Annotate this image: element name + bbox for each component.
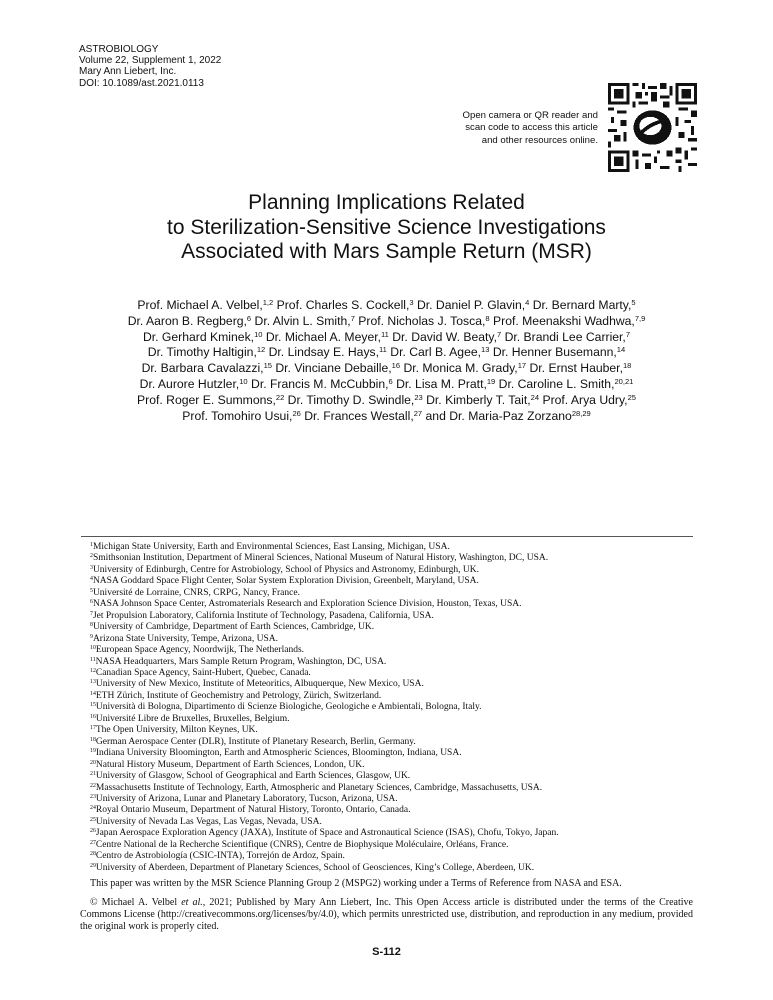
affiliation-number: 25	[90, 816, 96, 823]
qr-prompt-line: scan code to access this article	[465, 122, 598, 134]
author-name: Dr. David W. Beaty,	[388, 329, 497, 344]
author-affil: 15	[263, 361, 272, 371]
journal-name: ASTROBIOLOGY	[79, 44, 159, 55]
journal-publisher: Mary Ann Liebert, Inc.	[79, 66, 177, 78]
qr-prompt	[440, 110, 598, 147]
affiliation-item	[90, 748, 693, 759]
affiliation-number: 3	[90, 564, 93, 571]
author-name: Dr. Caroline L. Smith,	[495, 376, 615, 391]
affiliation-number: 14	[90, 690, 96, 697]
author-affil: 20,21	[614, 376, 634, 386]
author-name: Prof. Tomohiro Usui,	[182, 408, 293, 423]
author-name: Dr. Frances Westall,	[300, 408, 414, 423]
affiliation-number: 4	[90, 576, 93, 583]
affiliation-number: 24	[90, 805, 96, 812]
affiliation-item	[90, 565, 693, 576]
affiliation-item	[90, 645, 693, 656]
affiliation-item	[90, 599, 693, 610]
affiliation-item	[90, 805, 693, 816]
affiliation-item	[90, 588, 693, 599]
qr-prompt-line: and other resources online.	[481, 134, 598, 146]
author-list	[80, 298, 693, 424]
author-name: Dr. Barbara Cavalazzi,	[141, 361, 264, 376]
author-name: and Dr. Maria-Paz Zorzano	[422, 408, 572, 423]
author-affil: 8	[485, 313, 490, 323]
affiliation-text: Japan Aerospace Exploration Agency (JAXA), Institute of Space and Astronautical Science (ISAS), Chofu, Tokyo, Japan.	[95, 828, 559, 839]
affiliation-number: 11	[90, 656, 96, 663]
author-name: Prof. Meenakshi Wadhwa,	[489, 313, 635, 328]
author-affil: 3	[409, 297, 414, 307]
author-name: Dr. Timothy D. Swindle,	[284, 392, 415, 407]
author-affil: 7	[350, 313, 355, 323]
affiliation-item	[90, 760, 693, 771]
author-affil: 1,2	[262, 297, 274, 307]
journal-volume: Volume 22, Supplement 1, 2022	[79, 55, 222, 67]
affiliation-item	[90, 679, 693, 690]
affiliation-item	[90, 634, 693, 645]
author-affil: 11	[381, 329, 389, 339]
author-line	[80, 361, 693, 377]
author-name: Dr. Daniel P. Glavin,	[413, 298, 526, 312]
affiliation-text: Jet Propulsion Laboratory, California Institute of Technology, Pasadena, California, USA.	[92, 610, 434, 621]
author-affil: 17	[517, 361, 527, 371]
affiliation-item	[90, 657, 693, 668]
affiliation-number: 18	[90, 736, 96, 743]
license-etal: et al.	[181, 897, 203, 908]
affiliation-item	[90, 576, 693, 587]
affiliation-text: NASA Johnson Space Center, Astromaterials Research and Exploration Science Division, Houston, Texas, USA.	[92, 599, 522, 610]
affiliation-item	[90, 771, 693, 782]
affiliation-text: Université de Lorraine, CNRS, CRPG, Nancy, France.	[92, 587, 300, 598]
affiliation-text: NASA Headquarters, Mars Sample Return Program, Washington, DC, USA.	[95, 656, 387, 667]
affiliation-item	[90, 828, 693, 839]
author-line	[80, 393, 693, 409]
affiliation-number: 6	[90, 599, 93, 606]
author-name: Prof. Charles S. Cockell,	[273, 298, 410, 312]
affiliation-text: Royal Ontario Museum, Department of Natural History, Toronto, Ontario, Canada.	[95, 805, 411, 816]
author-name: Dr. Timothy Haltigin,	[147, 345, 257, 360]
affiliation-text: University of Nevada Las Vegas, Las Vegas, Nevada, USA.	[95, 816, 322, 827]
author-line	[80, 377, 693, 393]
affiliation-text: Smithsonian Institution, Department of Mineral Sciences, National Museum of Natural History, Washington, DC, USA.	[92, 553, 549, 564]
affiliation-text: Indiana University Bloomington, Earth and Atmospheric Sciences, Bloomington, Indiana, USA.	[95, 748, 462, 759]
author-name: Dr. Alvin L. Smith,	[251, 313, 351, 328]
affiliation-text: Michigan State University, Earth and Environmental Sciences, East Lansing, Michigan, USA.	[92, 542, 450, 552]
affiliation-text: ETH Zürich, Institute of Geochemistry and Petrology, Zürich, Switzerland.	[95, 690, 382, 701]
affiliation-text: The Open University, Milton Keynes, UK.	[95, 725, 258, 736]
author-name: Dr. Carl B. Agee,	[386, 345, 482, 360]
author-name: Prof. Roger E. Summons,	[137, 392, 276, 407]
author-affil: 7	[625, 329, 631, 339]
affiliation-item	[90, 668, 693, 679]
author-name: Dr. Ernst Hauber,	[526, 361, 623, 376]
affiliation-number: 12	[90, 667, 96, 674]
author-name: Dr. Kimberly T. Tait,	[422, 392, 531, 407]
author-line	[80, 314, 693, 330]
affiliation-number: 22	[90, 782, 96, 789]
author-affil: 27	[413, 408, 423, 418]
author-affil: 16	[391, 361, 401, 371]
page-number: S-112	[372, 946, 401, 958]
author-affil: 19	[486, 376, 496, 386]
author-affil: 4	[525, 297, 530, 307]
author-affil: 25	[627, 392, 636, 402]
affiliation-text: NASA Goddard Space Flight Center, Solar System Exploration Division, Greenbelt, Maryland, USA.	[92, 576, 479, 587]
affiliations-list	[90, 542, 693, 874]
author-name: Dr. Monica M. Grady,	[400, 361, 518, 376]
author-affil: 5	[631, 297, 636, 307]
affiliation-number: 16	[90, 713, 96, 720]
affiliation-item	[90, 783, 693, 794]
affiliation-item	[90, 553, 693, 564]
journal-doi: DOI: 10.1089/ast.2021.0113	[79, 77, 204, 89]
affiliation-text: European Space Agency, Noordwijk, The Netherlands.	[95, 645, 305, 656]
affiliation-number: 15	[90, 702, 96, 709]
title-line: Planning Implications Related	[248, 191, 525, 214]
affiliation-text: University of Edinburgh, Centre for Astrobiology, School of Physics and Astronomy, Edinburgh, UK.	[92, 564, 479, 575]
affiliation-text: University of Aberdeen, Department of Planetary Sciences, School of Geosciences, King’s College, Aberdeen, UK.	[95, 862, 535, 873]
author-name: Dr. Bernard Marty,	[529, 298, 632, 312]
author-affil: 12	[256, 345, 266, 355]
author-name: Dr. Aaron B. Regberg,	[127, 313, 247, 328]
affiliation-item	[90, 611, 693, 622]
author-affil: 28,29	[571, 408, 591, 418]
license-statement	[80, 897, 693, 933]
author-affil: 7	[496, 329, 502, 339]
article-title	[80, 191, 693, 265]
license-prefix: © Michael A. Velbel	[90, 897, 182, 908]
affiliation-number: 27	[90, 839, 96, 846]
author-name: Dr. Henner Busemann,	[489, 345, 617, 360]
author-name: Prof. Michael A. Velbel,	[137, 298, 263, 312]
affiliation-text: Arizona State University, Tempe, Arizona, USA.	[92, 633, 279, 644]
affiliation-text: University of Cambridge, Department of Earth Sciences, Cambridge, UK.	[92, 622, 375, 633]
affiliation-item	[90, 794, 693, 805]
affiliation-number: 21	[90, 770, 96, 777]
qr-code-icon[interactable]	[608, 83, 697, 172]
author-name: Prof. Arya Udry,	[539, 392, 628, 407]
author-affil: 26	[292, 408, 301, 418]
author-affil: 18	[622, 361, 632, 371]
affiliation-text: University of New Mexico, Institute of Meteoritics, Albuquerque, New Mexico, USA.	[95, 679, 424, 690]
affiliation-item	[90, 817, 693, 828]
affiliation-number: 13	[90, 679, 96, 686]
affiliation-item	[90, 863, 693, 874]
affiliation-item	[90, 714, 693, 725]
affiliation-text: Massachusetts Institute of Technology, Earth, Atmospheric and Planetary Sciences, Cambridge, Massachusetts, USA.	[95, 782, 543, 793]
affiliation-number: 7	[90, 610, 93, 617]
affiliation-text: Canadian Space Agency, Saint-Hubert, Quebec, Canada.	[95, 667, 311, 678]
affiliation-text: German Aerospace Center (DLR), Institute of Planetary Research, Berlin, Germany.	[95, 736, 416, 747]
affiliation-number: 23	[90, 793, 96, 800]
affiliations-divider	[81, 536, 693, 537]
title-line: Associated with Mars Sample Return (MSR)	[181, 240, 592, 263]
affiliation-item	[90, 737, 693, 748]
affiliation-text: Centre National de la Recherche Scientifique (CNRS), Centre de Biophysique Moléculaire, Orléans, France.	[95, 839, 509, 850]
affiliation-item	[90, 725, 693, 736]
author-name: Dr. Lisa M. Pratt,	[392, 376, 487, 391]
author-line	[80, 409, 693, 425]
affiliation-number: 10	[90, 644, 96, 651]
affiliation-number: 26	[90, 828, 96, 835]
msr-group-note: This paper was written by the MSR Science Planning Group 2 (MSPG2) working under a Terms of Reference from NASA and ESA.	[90, 878, 622, 889]
affiliation-number: 20	[90, 759, 96, 766]
author-affil: 13	[481, 345, 490, 355]
author-affil: 11	[379, 345, 387, 355]
author-name: Dr. Michael A. Meyer,	[262, 329, 381, 344]
author-name: Dr. Francis M. McCubbin,	[247, 376, 389, 391]
license-text: , 2021; Published by Mary Ann Liebert, Inc. This Open Access article is distributed under the terms of the Creative Commons License (http://creativecommons.org/licenses/by/4.0), which permits unrestricted use, distribution, and reproduction in any medium, provided the original work is properly cited.	[80, 897, 693, 932]
affiliation-item	[90, 691, 693, 702]
affiliation-text: Centro de Astrobiología (CSIC-INTA), Torrejón de Ardoz, Spain.	[95, 851, 345, 862]
author-name: Dr. Lindsay E. Hays,	[265, 345, 380, 360]
affiliation-number: 2	[90, 553, 93, 560]
affiliation-item	[90, 542, 693, 553]
title-line: to Sterilization-Sensitive Science Investigations	[167, 215, 606, 239]
affiliation-number: 17	[90, 725, 96, 732]
author-affil: 14	[616, 345, 626, 355]
affiliation-number: 28	[90, 851, 96, 857]
affiliation-item	[90, 622, 693, 633]
author-name: Dr. Gerhard Kminek,	[142, 329, 255, 344]
affiliation-text: Université Libre de Bruxelles, Bruxelles, Belgium.	[95, 713, 290, 724]
author-affil: 23	[414, 392, 423, 402]
affiliation-item	[90, 851, 693, 862]
affiliation-number: 1	[90, 541, 93, 548]
author-affil: 24	[530, 392, 540, 402]
author-line	[80, 298, 693, 314]
affiliation-number: 29	[90, 862, 96, 869]
affiliation-text: University of Glasgow, School of Geographical and Earth Sciences, Glasgow, UK.	[95, 771, 411, 782]
affiliation-item	[90, 840, 693, 851]
author-name: Prof. Nicholas J. Tosca,	[354, 313, 486, 328]
author-affil: 6	[388, 376, 393, 386]
affiliation-number: 5	[90, 587, 93, 594]
affiliation-number: 19	[90, 747, 96, 754]
author-name: Dr. Brandi Lee Carrier,	[501, 329, 626, 344]
author-name: Dr. Aurore Hutzler,	[139, 376, 240, 391]
affiliation-number: 8	[90, 621, 93, 628]
author-line	[80, 345, 693, 361]
affiliation-number: 9	[90, 633, 93, 640]
author-name: Dr. Vinciane Debaille,	[271, 361, 392, 376]
affiliation-text: Natural History Museum, Department of Earth Sciences, London, UK.	[95, 759, 365, 770]
author-affil: 10	[239, 376, 248, 386]
author-line	[80, 330, 693, 346]
qr-prompt-line: Open camera or QR reader and	[462, 110, 598, 121]
affiliation-text: Università di Bologna, Dipartimento di Scienze Biologiche, Geologiche e Ambientali, Bologna, Italy.	[95, 702, 482, 713]
affiliation-item	[90, 702, 693, 713]
author-affil: 22	[275, 392, 285, 402]
author-affil: 10	[254, 329, 263, 339]
journal-header	[79, 44, 221, 89]
affiliation-text: University of Arizona, Lunar and Planetary Laboratory, Tucson, Arizona, USA.	[95, 793, 398, 804]
author-affil: 6	[246, 313, 252, 323]
author-affil: 7,9	[634, 313, 646, 323]
